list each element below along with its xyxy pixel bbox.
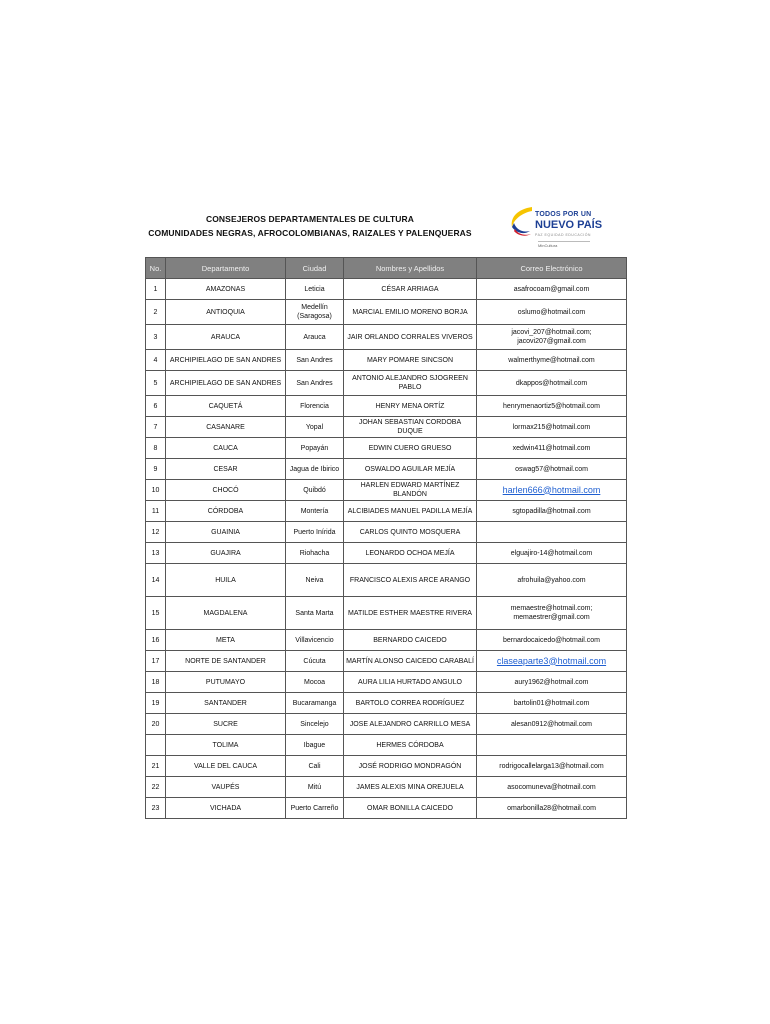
cell-nombre: HENRY MENA ORTÍZ: [344, 396, 477, 417]
cell-departamento: MAGDALENA: [166, 597, 286, 630]
cell-ciudad: San Andres: [286, 350, 344, 371]
cell-ciudad: Quibdó: [286, 480, 344, 501]
cell-no: [146, 735, 166, 756]
cell-no: 1: [146, 279, 166, 300]
table-row: [146, 777, 627, 798]
cell-ciudad: Riohacha: [286, 543, 344, 564]
cell-correo: dkappos@hotmail.com: [477, 371, 627, 396]
cell-nombre: LEONARDO OCHOA MEJÍA: [344, 543, 477, 564]
cell-correo: walmerthyme@hotmail.com: [477, 350, 627, 371]
cell-correo: memaestre@hotmail.com; memaestrer@gmail.com: [477, 597, 627, 630]
colombia-flag-swoosh-icon: [508, 205, 536, 239]
table-row: [146, 300, 627, 325]
logo-text-line3: PAZ EQUIDAD EDUCACIÓN: [535, 233, 591, 237]
cell-no: 21: [146, 756, 166, 777]
cell-ciudad: Florencia: [286, 396, 344, 417]
table-row: [146, 564, 627, 597]
table-row: [146, 396, 627, 417]
cell-correo: asocomuneva@hotmail.com: [477, 777, 627, 798]
cell-correo: asafrocoam@gmail.com: [477, 279, 627, 300]
cell-departamento: TOLIMA: [166, 735, 286, 756]
cell-nombre: AURA LILIA HURTADO ANGULO: [344, 672, 477, 693]
cell-nombre: CÉSAR ARRIAGA: [344, 279, 477, 300]
cell-departamento: META: [166, 630, 286, 651]
cell-ciudad: Mocoa: [286, 672, 344, 693]
cell-correo: lormax215@hotmail.com: [477, 417, 627, 438]
cell-no: 10: [146, 480, 166, 501]
cell-departamento: VICHADA: [166, 798, 286, 819]
table-row: [146, 417, 627, 438]
cell-departamento: ARCHIPIELAGO DE SAN ANDRES: [166, 350, 286, 371]
cell-correo: rodrigocallelarga13@hotmail.com: [477, 756, 627, 777]
cell-no: 15: [146, 597, 166, 630]
table-row: [146, 438, 627, 459]
cell-correo: omarbonilla28@hotmail.com: [477, 798, 627, 819]
document-title: CONSEJEROS DEPARTAMENTALES DE CULTURA: [205, 214, 415, 224]
cell-correo: bartolin01@hotmail.com: [477, 693, 627, 714]
header-departamento: Departamento: [166, 258, 286, 279]
cell-ciudad: Villavicencio: [286, 630, 344, 651]
logo-text-line2: NUEVO PAÍS: [535, 219, 603, 231]
cell-departamento: VAUPÉS: [166, 777, 286, 798]
table-row: [146, 756, 627, 777]
email-link[interactable]: harlen666@hotmail.com: [477, 480, 627, 501]
cell-no: 6: [146, 396, 166, 417]
cell-correo: sgtopadilla@hotmail.com: [477, 501, 627, 522]
table-row: [146, 672, 627, 693]
table-row: [146, 798, 627, 819]
table-header-row: [146, 258, 627, 279]
cell-no: 22: [146, 777, 166, 798]
cell-ciudad: Popayán: [286, 438, 344, 459]
cell-departamento: AMAZONAS: [166, 279, 286, 300]
cell-departamento: PUTUMAYO: [166, 672, 286, 693]
cell-ciudad: Cali: [286, 756, 344, 777]
cell-ciudad: Medellín (Saragosa): [286, 300, 344, 325]
cell-ciudad: Yopal: [286, 417, 344, 438]
cell-nombre: BERNARDO CAICEDO: [344, 630, 477, 651]
cell-no: 19: [146, 693, 166, 714]
cell-no: 12: [146, 522, 166, 543]
document-header: [145, 205, 625, 257]
cell-correo: oslumo@hotmail.com: [477, 300, 627, 325]
cell-departamento: ARAUCA: [166, 325, 286, 350]
cell-departamento: CHOCÓ: [166, 480, 286, 501]
header-ciudad: Ciudad: [286, 258, 344, 279]
table-row: [146, 735, 627, 756]
table-row: [146, 371, 627, 396]
header-nombres: Nombres y Apellidos: [344, 258, 477, 279]
cell-no: 20: [146, 714, 166, 735]
cell-no: 11: [146, 501, 166, 522]
header-correo: Correo Electrónico: [477, 258, 627, 279]
cell-departamento: CASANARE: [166, 417, 286, 438]
logo-divider: [538, 241, 590, 242]
cell-ciudad: Jagua de Ibirico: [286, 459, 344, 480]
cell-correo: aury1962@hotmail.com: [477, 672, 627, 693]
cell-nombre: JOSÉ RODRIGO MONDRAGÓN: [344, 756, 477, 777]
cell-no: 17: [146, 651, 166, 672]
cell-nombre: JOSE ALEJANDRO CARRILLO MESA: [344, 714, 477, 735]
cell-nombre: MARY POMARE SINCSON: [344, 350, 477, 371]
email-link[interactable]: claseaparte3@hotmail.com: [477, 651, 627, 672]
cell-no: 8: [146, 438, 166, 459]
cell-no: 18: [146, 672, 166, 693]
cell-nombre: HARLEN EDWARD MARTÍNEZ BLANDÓN: [344, 480, 477, 501]
cell-correo: xedwin411@hotmail.com: [477, 438, 627, 459]
table-row: [146, 522, 627, 543]
cell-departamento: SANTANDER: [166, 693, 286, 714]
cell-ciudad: Arauca: [286, 325, 344, 350]
cell-departamento: CÓRDOBA: [166, 501, 286, 522]
cell-correo: oswag57@hotmail.com: [477, 459, 627, 480]
cell-departamento: HUILA: [166, 564, 286, 597]
cell-departamento: GUAINIA: [166, 522, 286, 543]
header-no: No.: [146, 258, 166, 279]
cell-no: 7: [146, 417, 166, 438]
table-row: [146, 651, 627, 672]
cell-no: 14: [146, 564, 166, 597]
cell-nombre: JOHAN SEBASTIAN CORDOBA DUQUE: [344, 417, 477, 438]
cell-no: 23: [146, 798, 166, 819]
cell-nombre: ANTONIO ALEJANDRO SJOGREEN PABLO: [344, 371, 477, 396]
cell-correo: [477, 522, 627, 543]
cell-nombre: JAIR ORLANDO CORRALES VIVEROS: [344, 325, 477, 350]
cell-nombre: FRANCISCO ALEXIS ARCE ARANGO: [344, 564, 477, 597]
cell-departamento: CAQUETÁ: [166, 396, 286, 417]
cell-ciudad: Sincelejo: [286, 714, 344, 735]
cell-ciudad: Santa Marta: [286, 597, 344, 630]
cell-no: 13: [146, 543, 166, 564]
cell-departamento: CESAR: [166, 459, 286, 480]
cell-nombre: EDWIN CUERO GRUESO: [344, 438, 477, 459]
cell-nombre: MATILDE ESTHER MAESTRE RIVERA: [344, 597, 477, 630]
cell-departamento: ANTIOQUIA: [166, 300, 286, 325]
table-row: [146, 597, 627, 630]
document-subtitle: COMUNIDADES NEGRAS, AFROCOLOMBIANAS, RAIZALES Y PALENQUERAS: [148, 228, 472, 238]
table-row: [146, 350, 627, 371]
cell-departamento: NORTE DE SANTANDER: [166, 651, 286, 672]
table-row: [146, 693, 627, 714]
cell-no: 3: [146, 325, 166, 350]
cell-ciudad: Ibague: [286, 735, 344, 756]
cell-nombre: ALCIBIADES MANUEL PADILLA MEJÍA: [344, 501, 477, 522]
cell-ciudad: Leticia: [286, 279, 344, 300]
cell-ciudad: Bucaramanga: [286, 693, 344, 714]
table-row: [146, 714, 627, 735]
cell-nombre: OSWALDO AGUILAR MEJÍA: [344, 459, 477, 480]
table-body: [146, 279, 627, 819]
cell-correo: afrohuila@yahoo.com: [477, 564, 627, 597]
cell-no: 4: [146, 350, 166, 371]
cell-nombre: HERMES CÓRDOBA: [344, 735, 477, 756]
cell-ciudad: San Andres: [286, 371, 344, 396]
cell-nombre: BARTOLO CORREA RODRÍGUEZ: [344, 693, 477, 714]
table-row: [146, 279, 627, 300]
cell-departamento: SUCRE: [166, 714, 286, 735]
cell-departamento: ARCHIPIELAGO DE SAN ANDRES: [166, 371, 286, 396]
cell-ciudad: Montería: [286, 501, 344, 522]
table-row: [146, 501, 627, 522]
cell-ciudad: Mitú: [286, 777, 344, 798]
cell-correo: elguajiro-14@hotmail.com: [477, 543, 627, 564]
table-row: [146, 630, 627, 651]
cell-ciudad: Puerto Inírida: [286, 522, 344, 543]
cell-nombre: MARTÍN ALONSO CAICEDO CARABALÍ: [344, 651, 477, 672]
cell-departamento: CAUCA: [166, 438, 286, 459]
cell-no: 2: [146, 300, 166, 325]
cell-correo: jacovi_207@hotmail.com; jacovi207@gmail.com: [477, 325, 627, 350]
cell-ciudad: Puerto Carreño: [286, 798, 344, 819]
cell-correo: henrymenaortiz5@hotmail.com: [477, 396, 627, 417]
cell-nombre: MARCIAL EMILIO MORENO BORJA: [344, 300, 477, 325]
cell-correo: alesan0912@hotmail.com: [477, 714, 627, 735]
cell-correo: bernardocaicedo@hotmail.com: [477, 630, 627, 651]
cell-departamento: GUAJIRA: [166, 543, 286, 564]
government-logo: [508, 205, 608, 255]
table-row: [146, 480, 627, 501]
cell-nombre: CARLOS QUINTO MOSQUERA: [344, 522, 477, 543]
cell-no: 9: [146, 459, 166, 480]
cell-ciudad: Neiva: [286, 564, 344, 597]
table-row: [146, 543, 627, 564]
cell-no: 16: [146, 630, 166, 651]
table-row: [146, 459, 627, 480]
cell-nombre: OMAR BONILLA CAICEDO: [344, 798, 477, 819]
cell-no: 5: [146, 371, 166, 396]
cell-departamento: VALLE DEL CAUCA: [166, 756, 286, 777]
cell-nombre: JAMES ALEXIS MINA OREJUELA: [344, 777, 477, 798]
consejeros-table: [145, 257, 627, 819]
logo-text-line1: TODOS POR UN: [535, 211, 592, 218]
logo-ministry-text: MinCultura: [538, 243, 558, 248]
table-row: [146, 325, 627, 350]
cell-correo: [477, 735, 627, 756]
cell-ciudad: Cúcuta: [286, 651, 344, 672]
